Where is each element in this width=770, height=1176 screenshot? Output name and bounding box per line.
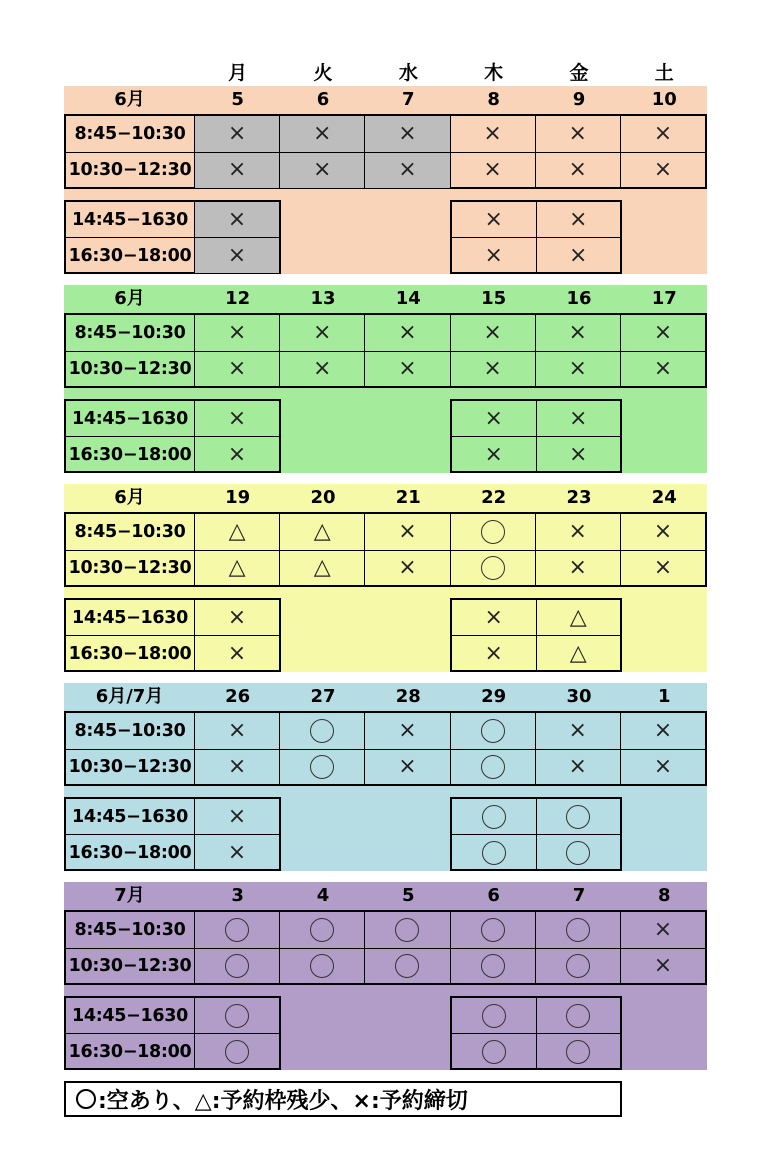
slot-cell (280, 116, 365, 152)
table-row (452, 600, 620, 635)
slot-cell (195, 551, 280, 587)
date-number: 4 (316, 885, 330, 906)
table-row (66, 799, 279, 834)
cross-icon: × (568, 120, 587, 146)
cross-icon: × (484, 206, 503, 232)
date-header-row (64, 484, 707, 512)
slot-cell (451, 551, 536, 587)
circle-icon (395, 918, 419, 942)
weekday-thu: 木 (484, 62, 504, 84)
table-row (66, 514, 705, 550)
morning-slots-table (64, 711, 707, 786)
slot-cell (365, 551, 450, 587)
triangle-icon: △ (313, 518, 331, 544)
cross-icon: × (483, 120, 502, 146)
slot-cell (452, 1034, 537, 1069)
circle-icon (481, 719, 505, 743)
cross-icon: × (227, 120, 247, 146)
slot-cell (451, 713, 536, 749)
date-number: 30 (566, 686, 592, 707)
slot-cell (195, 998, 279, 1033)
cross-icon: × (569, 206, 588, 232)
slot-cell (537, 636, 621, 671)
afternoon-monday-table (64, 399, 281, 473)
date-number: 29 (481, 686, 507, 707)
date-header-row (64, 683, 707, 711)
circle-icon (481, 520, 505, 544)
time-slot-label: 14:45−1630 (66, 202, 195, 237)
cross-icon: × (653, 518, 673, 544)
afternoon-thu-fri-table (450, 996, 622, 1070)
cross-icon: × (653, 717, 673, 743)
table-row (66, 351, 705, 388)
circle-icon (482, 1004, 506, 1028)
slot-cell (451, 750, 536, 786)
legend-text: :空あり、△:予約枠残少、×:予約締切 (98, 1088, 468, 1114)
date-number: 26 (225, 686, 251, 707)
slot-cell (195, 750, 280, 786)
cross-icon: × (484, 441, 503, 467)
date-number: 1 (658, 686, 671, 707)
slot-cell (365, 949, 450, 985)
circle-icon (225, 918, 249, 942)
slot-cell (451, 116, 536, 152)
cross-icon: × (227, 717, 247, 743)
date-number: 6 (487, 885, 500, 906)
cross-icon: × (227, 206, 247, 232)
date-number: 6 (316, 89, 330, 110)
date-number: 21 (395, 487, 421, 508)
date-number: 5 (402, 885, 415, 906)
slot-cell (452, 835, 537, 870)
cross-icon: × (653, 754, 673, 780)
table-row (66, 948, 705, 985)
circle-icon (481, 556, 505, 580)
slot-cell (195, 949, 280, 985)
slot-cell (621, 949, 705, 985)
cross-icon: × (653, 555, 673, 581)
month-label: 6月 (114, 288, 145, 309)
triangle-icon: △ (228, 555, 246, 581)
cross-icon: × (313, 356, 332, 382)
legend (64, 1081, 622, 1117)
afternoon-thu-fri-table (450, 598, 622, 672)
afternoon-thu-fri-table (450, 200, 622, 274)
slot-cell (451, 949, 536, 985)
circle-icon (482, 841, 506, 865)
slot-cell (621, 352, 705, 388)
date-number: 20 (310, 487, 336, 508)
slot-cell (365, 315, 450, 351)
slot-cell (452, 636, 537, 671)
date-number: 5 (231, 89, 244, 110)
slot-cell (452, 238, 537, 273)
slot-cell (621, 551, 705, 587)
slot-cell (621, 153, 705, 189)
slot-cell (280, 315, 365, 351)
slot-cell (621, 750, 705, 786)
time-slot-label: 16:30−18:00 (66, 636, 195, 671)
cross-icon: × (398, 717, 417, 743)
cross-icon: × (569, 405, 588, 431)
date-number: 8 (658, 885, 671, 906)
table-row (452, 436, 620, 472)
slot-cell (536, 514, 621, 550)
slot-cell (536, 315, 621, 351)
afternoon-thu-fri-table (450, 797, 622, 871)
cross-icon: × (483, 157, 502, 183)
table-row (452, 401, 620, 436)
slot-cell (451, 352, 536, 388)
table-row (66, 202, 279, 237)
table-row (66, 834, 279, 870)
time-slot-label: 10:30−12:30 (66, 949, 195, 985)
afternoon-monday-table (64, 598, 281, 672)
slot-cell (537, 437, 621, 472)
slot-cell (537, 238, 621, 273)
cross-icon: × (483, 356, 502, 382)
slot-cell (365, 713, 450, 749)
cross-icon: × (398, 754, 417, 780)
cross-icon: × (484, 640, 503, 666)
cross-icon: × (313, 319, 332, 345)
slot-cell (280, 949, 365, 985)
table-row (66, 436, 279, 472)
circle-icon (566, 1040, 590, 1064)
slot-cell (537, 1034, 621, 1069)
slot-cell (452, 799, 537, 834)
slot-cell (537, 998, 621, 1033)
time-slot-label: 8:45−10:30 (66, 912, 195, 948)
table-row (66, 550, 705, 587)
time-slot-label: 16:30−18:00 (66, 835, 195, 870)
date-number: 23 (566, 487, 592, 508)
slot-cell (621, 912, 705, 948)
weekday-tue: 火 (313, 62, 333, 84)
slot-cell (280, 352, 365, 388)
slot-cell (452, 401, 537, 436)
slot-cell (280, 551, 365, 587)
time-slot-label: 16:30−18:00 (66, 238, 195, 273)
slot-cell (621, 514, 705, 550)
time-slot-label: 8:45−10:30 (66, 713, 195, 749)
date-number: 9 (572, 89, 586, 110)
cross-icon: × (568, 518, 587, 544)
circle-icon (481, 755, 505, 779)
time-slot-label: 14:45−1630 (66, 600, 195, 635)
slot-cell (451, 514, 536, 550)
table-row (452, 237, 620, 273)
weekday-sat: 土 (654, 62, 674, 84)
cross-icon: × (653, 953, 673, 979)
slot-cell (537, 202, 621, 237)
afternoon-thu-fri-table (450, 399, 622, 473)
circle-icon (566, 954, 590, 978)
cross-icon: × (653, 120, 673, 146)
slot-cell (195, 912, 280, 948)
slot-cell (536, 949, 621, 985)
slot-cell (195, 799, 279, 834)
weekday-mon: 月 (228, 62, 248, 84)
cross-icon: × (227, 604, 247, 630)
triangle-icon: △ (569, 640, 587, 666)
cross-icon: × (398, 319, 417, 345)
slot-cell (452, 437, 537, 472)
cross-icon: × (227, 405, 247, 431)
date-number: 19 (225, 487, 251, 508)
slot-cell (195, 514, 280, 550)
morning-slots-table (64, 114, 707, 189)
cross-icon: × (398, 518, 417, 544)
slot-cell (621, 315, 705, 351)
circle-icon (225, 1040, 249, 1064)
slot-cell (621, 116, 705, 152)
circle-icon (482, 805, 506, 829)
slot-cell (365, 912, 450, 948)
date-number: 27 (310, 686, 336, 707)
time-slot-label: 14:45−1630 (66, 998, 195, 1033)
slot-cell (195, 713, 280, 749)
slot-cell (280, 153, 365, 189)
circle-icon (310, 918, 334, 942)
slot-cell (451, 315, 536, 351)
table-row (66, 1033, 279, 1069)
circle-icon (225, 1004, 249, 1028)
cross-icon: × (227, 754, 247, 780)
table-row (452, 1033, 620, 1069)
weekday-fri: 金 (569, 62, 589, 84)
time-slot-label: 10:30−12:30 (66, 750, 195, 786)
table-row (66, 116, 705, 152)
table-row (452, 998, 620, 1033)
slot-cell (537, 835, 621, 870)
time-slot-label: 8:45−10:30 (66, 315, 195, 351)
cross-icon: × (227, 839, 247, 865)
time-slot-label: 10:30−12:30 (66, 352, 195, 388)
table-row (452, 202, 620, 237)
circle-icon (566, 918, 590, 942)
month-label: 6月 (114, 487, 145, 508)
date-header-row (64, 285, 707, 313)
cross-icon: × (227, 242, 247, 268)
weekday-header (195, 60, 707, 86)
slot-cell (280, 750, 365, 786)
circle-icon (310, 755, 334, 779)
cross-icon: × (227, 803, 247, 829)
date-number: 17 (651, 288, 677, 309)
slot-cell (536, 713, 621, 749)
cross-icon: × (568, 356, 587, 382)
time-slot-label: 16:30−18:00 (66, 1034, 195, 1069)
slot-cell (536, 551, 621, 587)
slot-cell (195, 238, 279, 273)
afternoon-monday-table (64, 200, 281, 274)
table-row (66, 401, 279, 436)
circle-icon (225, 954, 249, 978)
table-row (452, 799, 620, 834)
cross-icon: × (653, 356, 673, 382)
slot-cell (195, 352, 280, 388)
cross-icon: × (313, 120, 332, 146)
time-slot-label: 16:30−18:00 (66, 437, 195, 472)
circle-icon (566, 1004, 590, 1028)
slot-cell (536, 912, 621, 948)
cross-icon: × (483, 319, 502, 345)
morning-slots-table (64, 910, 707, 985)
month-label: 6月/7月 (95, 686, 164, 707)
cross-icon: × (484, 405, 503, 431)
slot-cell (536, 116, 621, 152)
cross-icon: × (569, 441, 588, 467)
triangle-icon: △ (313, 555, 331, 581)
slot-cell (365, 116, 450, 152)
slot-cell (537, 799, 621, 834)
table-row (66, 635, 279, 671)
weekday-wed: 水 (398, 62, 418, 84)
date-number: 24 (651, 487, 677, 508)
circle-icon (566, 841, 590, 865)
slot-cell (536, 153, 621, 189)
date-number: 10 (651, 89, 677, 110)
table-row (66, 713, 705, 749)
slot-cell (280, 514, 365, 550)
table-row (452, 834, 620, 870)
cross-icon: × (484, 604, 503, 630)
table-row (66, 749, 705, 786)
cross-icon: × (227, 441, 247, 467)
slot-cell (195, 835, 279, 870)
morning-slots-table (64, 512, 707, 587)
cross-icon: × (227, 157, 247, 183)
slot-cell (451, 153, 536, 189)
table-row (66, 998, 279, 1033)
slot-cell (365, 514, 450, 550)
cross-icon: × (227, 356, 247, 382)
time-slot-label: 14:45−1630 (66, 401, 195, 436)
time-slot-label: 10:30−12:30 (66, 153, 195, 189)
slot-cell (195, 437, 279, 472)
date-number: 22 (481, 487, 507, 508)
slot-cell (365, 352, 450, 388)
date-number: 16 (566, 288, 592, 309)
circle-icon (566, 805, 590, 829)
time-slot-label: 8:45−10:30 (66, 116, 195, 152)
cross-icon: × (398, 356, 417, 382)
slot-cell (536, 352, 621, 388)
cross-icon: × (568, 319, 587, 345)
date-number: 8 (487, 89, 500, 110)
cross-icon: × (398, 555, 417, 581)
slot-cell (452, 998, 537, 1033)
slot-cell (536, 750, 621, 786)
slot-cell (452, 600, 537, 635)
slot-cell (280, 713, 365, 749)
afternoon-monday-table (64, 797, 281, 871)
cross-icon: × (398, 120, 417, 146)
afternoon-monday-table (64, 996, 281, 1070)
date-header-row (64, 882, 707, 910)
cross-icon: × (313, 157, 332, 183)
circle-icon (481, 918, 505, 942)
triangle-icon: △ (228, 518, 246, 544)
slot-cell (451, 912, 536, 948)
month-label: 6月 (114, 89, 145, 110)
cross-icon: × (569, 242, 588, 268)
cross-icon: × (653, 916, 673, 942)
table-row (66, 315, 705, 351)
circle-icon (482, 1040, 506, 1064)
slot-cell (452, 202, 537, 237)
circle-icon (481, 954, 505, 978)
slot-cell (365, 750, 450, 786)
date-number: 7 (572, 885, 586, 906)
cross-icon: × (227, 640, 247, 666)
date-number: 12 (225, 288, 251, 309)
cross-icon: × (568, 717, 587, 743)
date-number: 7 (402, 89, 415, 110)
cross-icon: × (227, 319, 247, 345)
time-slot-label: 14:45−1630 (66, 799, 195, 834)
circle-icon (310, 954, 334, 978)
circle-icon (310, 719, 334, 743)
slot-cell (537, 600, 621, 635)
circle-icon (76, 1089, 96, 1109)
date-number: 14 (395, 288, 421, 309)
month-label: 7月 (114, 885, 145, 906)
cross-icon: × (484, 242, 503, 268)
date-header-row (64, 86, 707, 114)
slot-cell (195, 116, 280, 152)
slot-cell (280, 912, 365, 948)
time-slot-label: 8:45−10:30 (66, 514, 195, 550)
table-row (66, 912, 705, 948)
circle-icon (395, 954, 419, 978)
time-slot-label: 10:30−12:30 (66, 551, 195, 587)
triangle-icon: △ (569, 604, 587, 630)
cross-icon: × (568, 157, 587, 183)
cross-icon: × (398, 157, 417, 183)
slot-cell (195, 315, 280, 351)
slot-cell (621, 713, 705, 749)
date-number: 28 (395, 686, 421, 707)
slot-cell (365, 153, 450, 189)
slot-cell (195, 202, 279, 237)
table-row (66, 600, 279, 635)
cross-icon: × (568, 555, 587, 581)
cross-icon: × (568, 754, 587, 780)
slot-cell (195, 153, 280, 189)
date-number: 3 (231, 885, 244, 906)
date-number: 13 (310, 288, 336, 309)
slot-cell (195, 600, 279, 635)
cross-icon: × (653, 319, 673, 345)
slot-cell (195, 1034, 279, 1069)
table-row (452, 635, 620, 671)
date-number: 15 (481, 288, 507, 309)
slot-cell (537, 401, 621, 436)
morning-slots-table (64, 313, 707, 388)
slot-cell (195, 636, 279, 671)
table-row (66, 152, 705, 189)
table-row (66, 237, 279, 273)
slot-cell (195, 401, 279, 436)
cross-icon: × (653, 157, 673, 183)
